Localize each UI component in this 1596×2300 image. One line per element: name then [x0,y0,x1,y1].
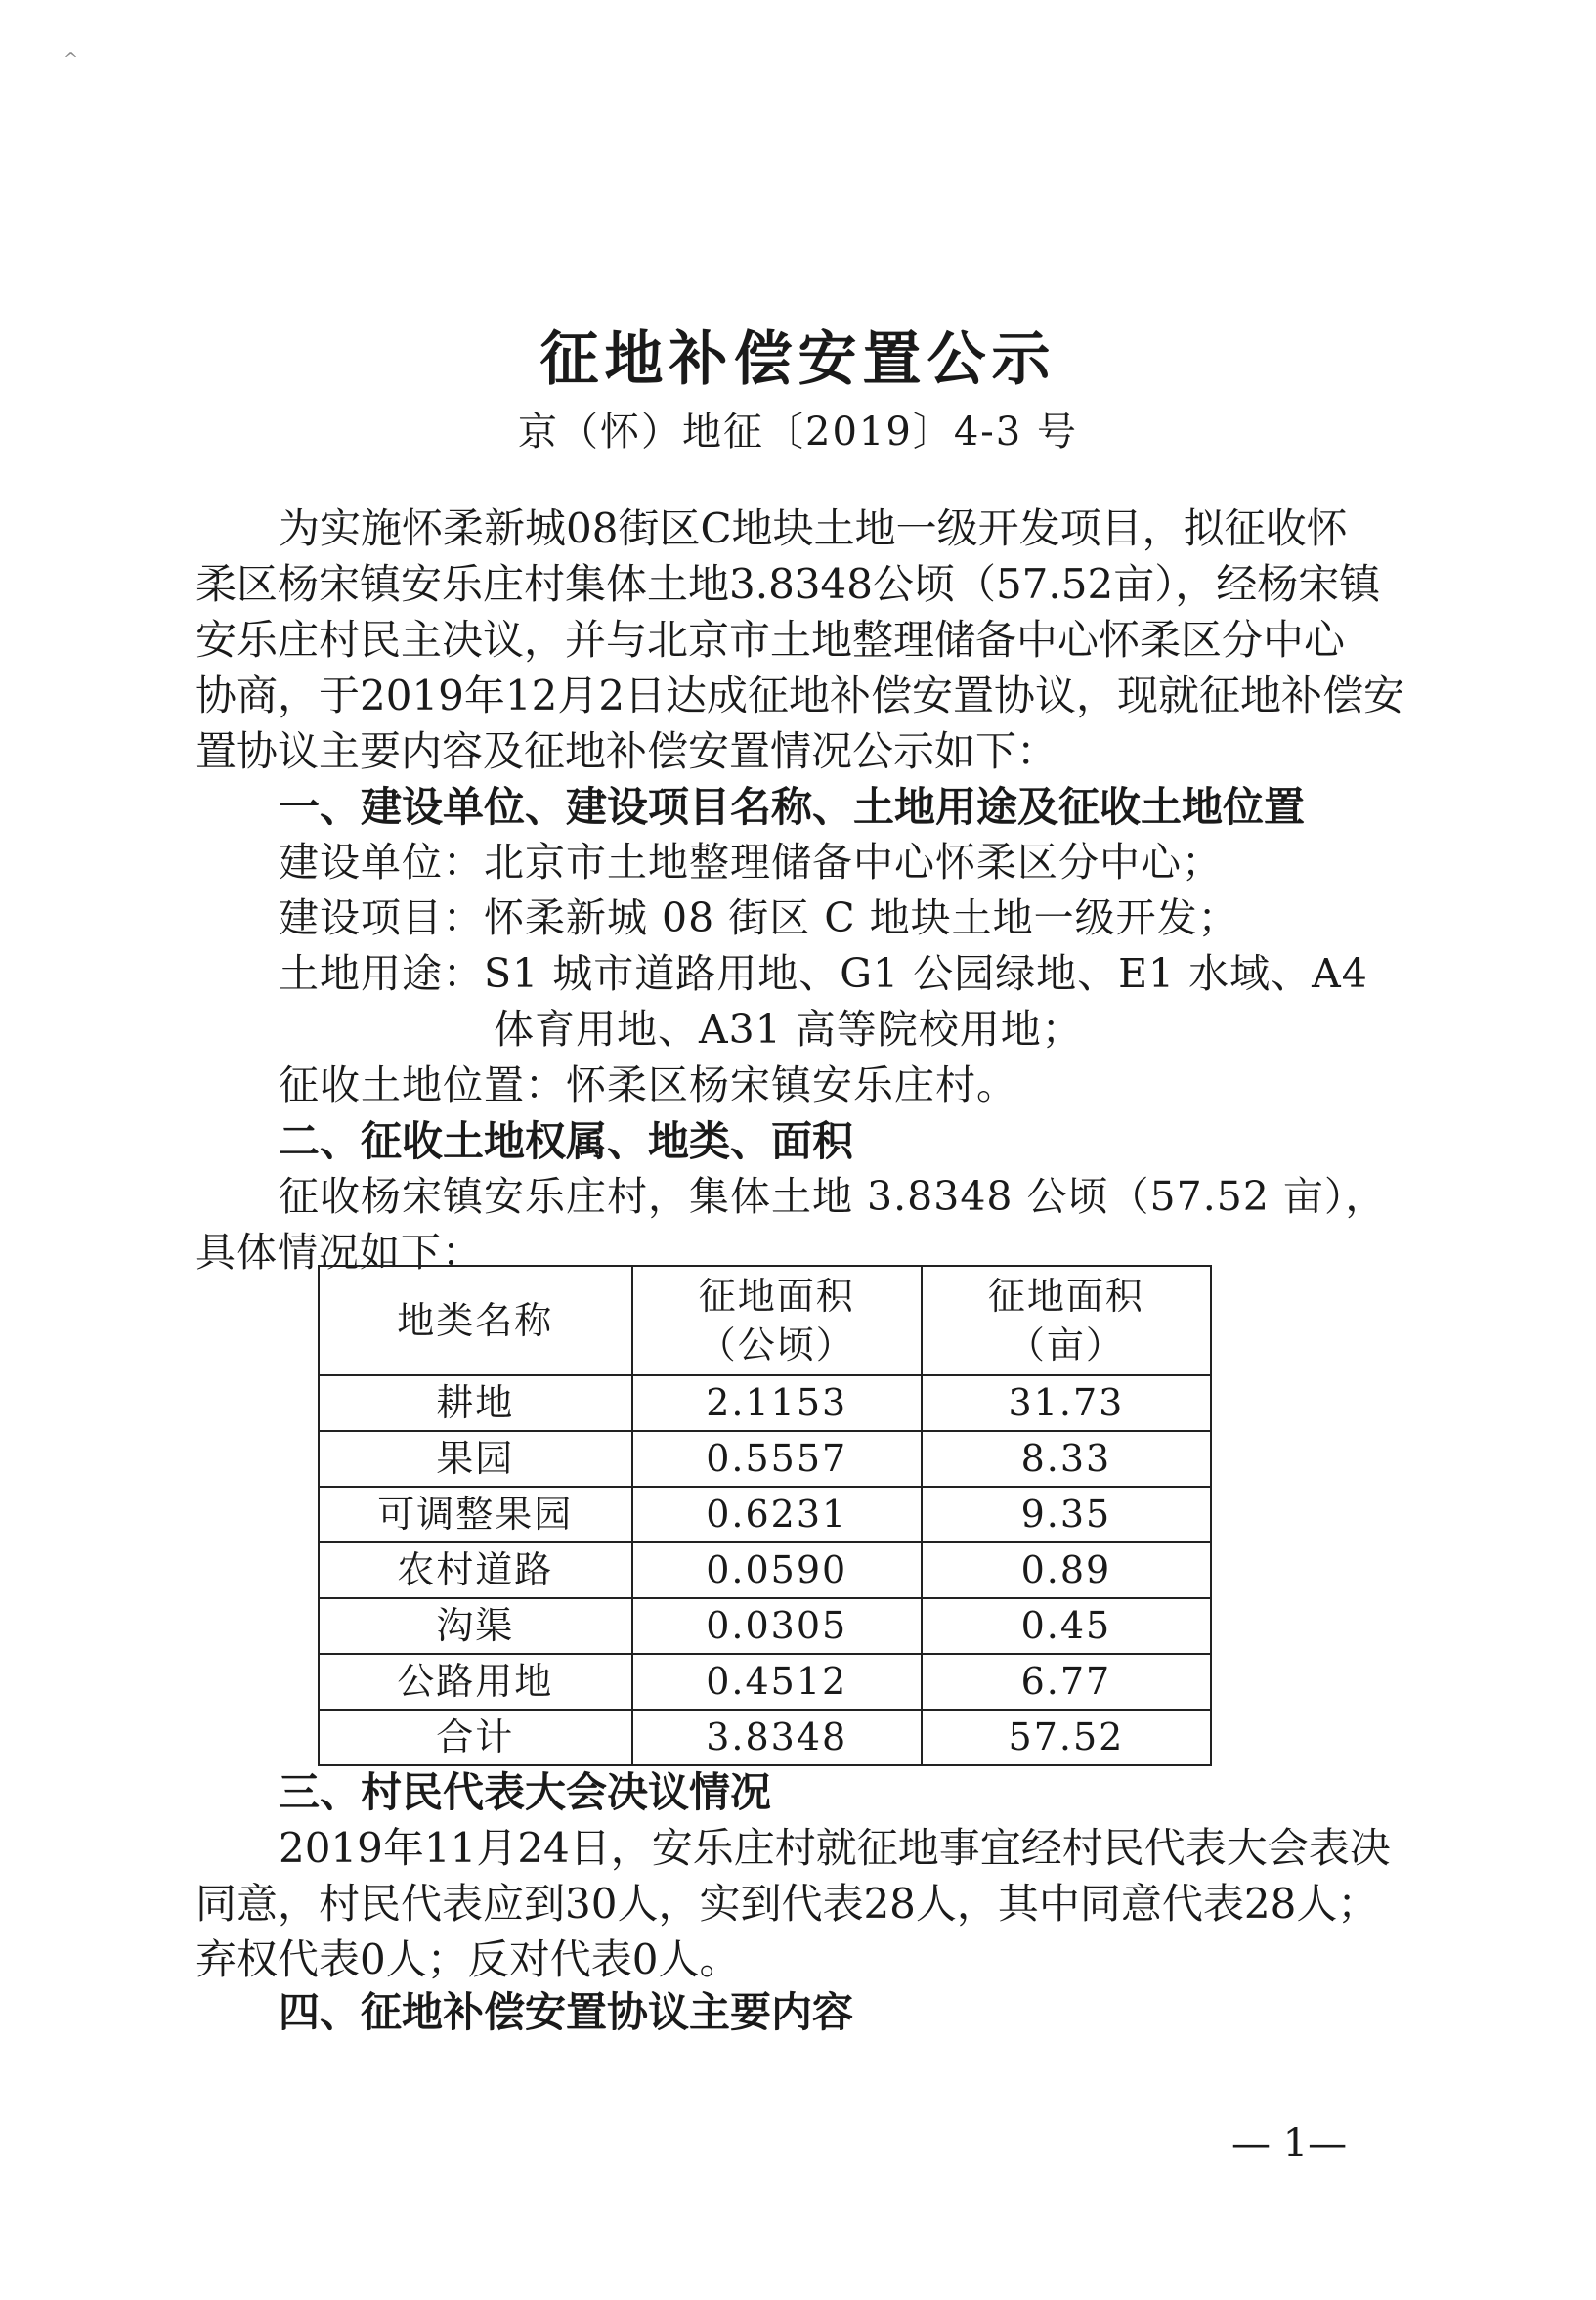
intro-line: 柔区杨宋镇安乐庄村集体土地3.8348公顷（57.52亩），经杨宋镇 [195,560,1381,608]
intro-paragraph [195,500,1405,779]
table-row [319,1542,1211,1598]
scan-mark: ^ [64,49,79,69]
cell-hectare: 0.4512 [632,1654,922,1710]
document-number: 京（怀）地征〔2019〕4-3 号 [518,410,1078,455]
table-row [319,1487,1211,1542]
intro-line: 协商，于2019年12月2日达成征地补偿安置协议，现就征地补偿安 [195,672,1405,719]
header-area-hectare: 征地面积 （公顷） [632,1266,922,1375]
cell-land-type: 沟渠 [319,1598,632,1654]
cell-hectare: 2.1153 [632,1375,922,1431]
cell-hectare: 0.0305 [632,1598,922,1654]
header-area-mu: 征地面积 （亩） [922,1266,1211,1375]
header-land-type: 地类名称 [319,1266,632,1375]
cell-land-type: 公路用地 [319,1654,632,1710]
section-1 [279,779,1481,1113]
construction-unit: 建设单位：北京市土地整理储备中心怀柔区分中心； [279,839,1223,886]
cell-hectare: 3.8348 [632,1710,922,1765]
cell-mu: 31.73 [922,1375,1211,1431]
section-3 [195,1764,1398,1987]
table-row [319,1375,1211,1431]
cell-land-type: 合计 [319,1710,632,1765]
section-2-heading: 二、征收土地权属、地类、面积 [279,1117,854,1165]
cell-hectare: 0.0590 [632,1542,922,1598]
land-location: 征收土地位置：怀柔区杨宋镇安乐庄村。 [279,1062,1017,1108]
intro-line: 为实施怀柔新城08街区C地块土地一级开发项目，拟征收怀 [279,504,1348,552]
section-3-line: 弃权代表0人；反对代表0人。 [195,1935,741,1983]
section-4 [279,1984,1481,2040]
cell-mu: 57.52 [922,1710,1211,1765]
cell-land-type: 可调整果园 [319,1487,632,1542]
section-2-line: 具体情况如下： [195,1229,483,1276]
section-3-line: 2019年11月24日，安乐庄村就征地事宜经村民代表大会表决 [279,1824,1391,1872]
intro-line: 置协议主要内容及征地补偿安置情况公示如下： [195,727,1058,775]
cell-land-type: 果园 [319,1431,632,1487]
table-header-row [319,1266,1211,1375]
section-2 [195,1113,1398,1280]
cell-hectare: 0.5557 [632,1431,922,1487]
document-title: 征地补偿安置公示 [539,325,1057,394]
construction-project: 建设项目：怀柔新城 08 街区 C 地块土地一级开发； [279,894,1239,941]
table-row [319,1654,1211,1710]
section-3-heading: 三、村民代表大会决议情况 [279,1768,772,1816]
page-number: — 1— [1231,2121,1348,2166]
cell-mu: 6.77 [922,1654,1211,1710]
land-use: 土地用途：S1 城市道路用地、G1 公园绿地、E1 水域、A4 [279,950,1368,997]
land-use-continued: 体育用地、A31 高等院校用地； [494,1006,1083,1053]
section-1-heading: 一、建设单位、建设项目名称、土地用途及征收土地位置 [279,783,1306,831]
cell-mu: 8.33 [922,1431,1211,1487]
cell-mu: 9.35 [922,1487,1211,1542]
intro-line: 安乐庄村民主决议，并与北京市土地整理储备中心怀柔区分中心 [195,616,1346,664]
cell-land-type: 农村道路 [319,1542,632,1598]
land-area-table [318,1265,1212,1766]
cell-mu: 0.45 [922,1598,1211,1654]
cell-hectare: 0.6231 [632,1487,922,1542]
table-total-row [319,1710,1211,1765]
section-3-line: 同意，村民代表应到30人，实到代表28人，其中同意代表28人； [195,1880,1379,1928]
table-row [319,1598,1211,1654]
table-row [319,1431,1211,1487]
cell-mu: 0.89 [922,1542,1211,1598]
cell-land-type: 耕地 [319,1375,632,1431]
section-2-line: 征收杨宋镇安乐庄村，集体土地 3.8348 公顷（57.52 亩）， [279,1173,1387,1220]
section-4-heading: 四、征地补偿安置协议主要内容 [279,1988,854,2036]
